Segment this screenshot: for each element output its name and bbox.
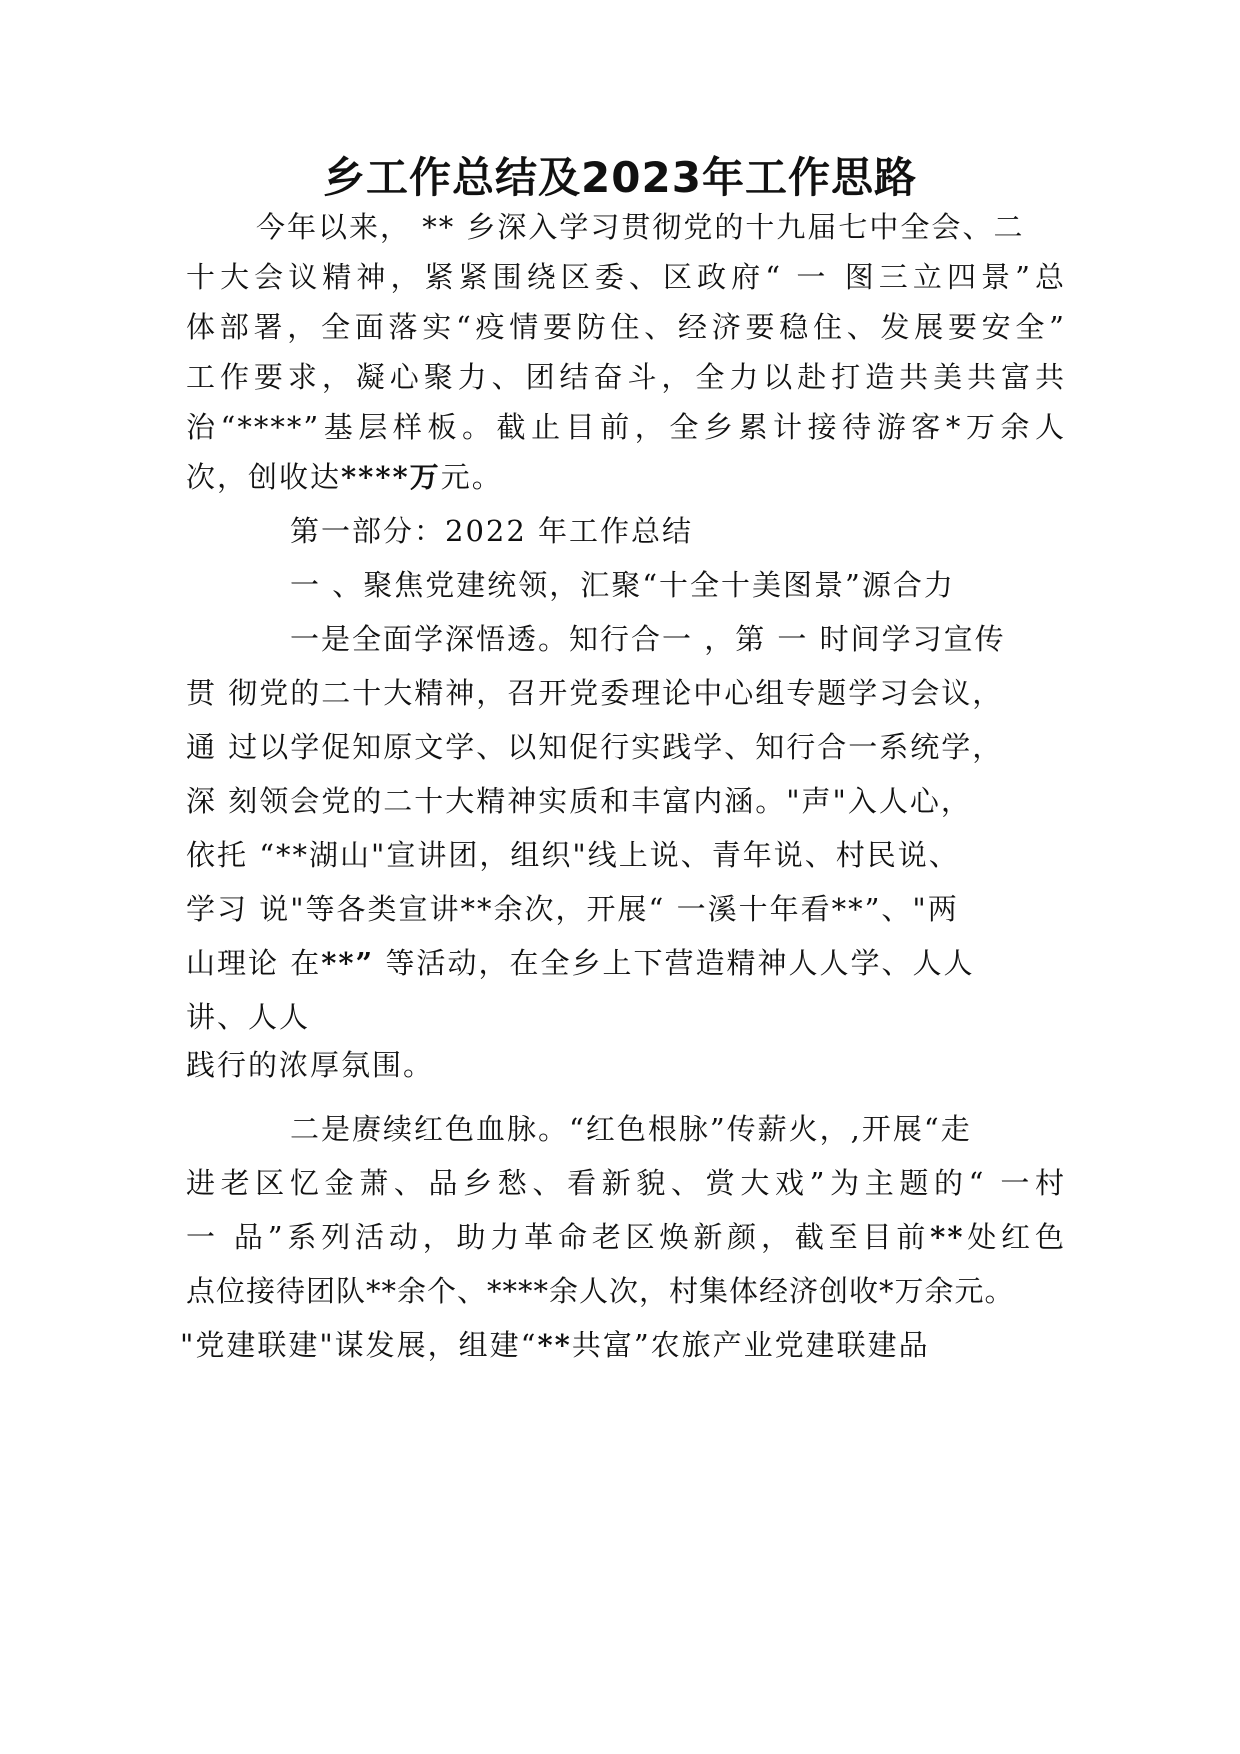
part-heading: 第一部分：2022 年工作总结 <box>290 514 694 548</box>
intro-line-3: 体部署，全面落实“疫情要防住、经济要稳住、发展要安全” <box>186 310 1066 344</box>
para-2-line-1: 二是赓续红色血脉。“红色根脉”传薪火，,开展“走 <box>290 1112 972 1146</box>
para-1-line-5: 依托 “**湖山"宣讲团，组织"线上说、青年说、村民说、 <box>186 838 960 872</box>
intro-line-4: 工作要求，凝心聚力、团结奋斗，全力以赴打造共美共富共 <box>186 360 1066 394</box>
para-2-line-2: 进老区忆金萧、品乡愁、看新貌、赏大戏”为主题的“ 一村 <box>186 1166 1066 1200</box>
para-2-line-5-text-b: 共富”农旅产业党建联建品 <box>571 1328 930 1362</box>
para-2-line-3-text-b: 处红色 <box>964 1220 1066 1254</box>
intro-line-6-text-a: 次，创收达 <box>186 460 342 494</box>
para-1-line-7-bold: **” <box>321 946 375 980</box>
document-title: 乡工作总结及2023年工作思路 <box>323 153 917 202</box>
intro-line-2: 十大会议精神，紧紧围绕区委、区政府“ 一 图三立四景”总 <box>186 260 1066 294</box>
intro-line-6-text-b: 元。 <box>440 460 503 494</box>
intro-line-1: 今年以来， ** 乡深入学习贯彻党的十九届七中全会、二 <box>256 210 1025 244</box>
para-2-line-3-text-a: 一 品”系列活动，助力革命老区焕新颜，截至目前 <box>186 1220 931 1254</box>
para-1-line-3: 通 过以学促知原文学、以知促行实践学、知行合一系统学， <box>186 730 1004 764</box>
para-1-line-6: 学习 说"等各类宣讲**余次，开展“ 一溪十年看**”、"两 <box>186 892 959 926</box>
para-1-line-7-text-a: 山理论 在 <box>186 946 322 980</box>
para-1-line-4: 深 刻领会党的二十大精神实质和丰富内涵。"声"入人心， <box>186 784 972 818</box>
para-1-line-7-text-b: 等活动，在全乡上下营造精神人人学、人人 <box>374 946 975 980</box>
para-1-line-8: 讲、人人 <box>186 1000 311 1034</box>
intro-line-5: 治“****”基层样板。截止目前，全乡累计接待游客*万余人 <box>186 410 1066 444</box>
para-1-line-1: 一是全面学深悟透。知行合一 ，第 一 时间学习宣传 <box>290 622 1006 656</box>
para-2-line-4: 点位接待团队**余个、****余人次，村集体经济创收*万余元。 <box>186 1274 1015 1308</box>
para-2-line-5-text-a: "党建联建"谋发展，组建“ <box>180 1328 538 1362</box>
intro-line-6-bold: ****万 <box>341 460 441 494</box>
para-1-line-2: 贯 彻党的二十大精神，召开党委理论中心组专题学习会议， <box>186 676 1004 710</box>
para-2-line-3-bold: ** <box>930 1220 965 1254</box>
para-1-line-7 <box>186 942 974 984</box>
para-2-line-5-bold: ** <box>537 1328 572 1362</box>
para-2-line-5 <box>180 1324 930 1366</box>
para-1-line-9: 践行的浓厚氛围。 <box>186 1048 435 1082</box>
intro-line-6 <box>186 456 503 498</box>
para-2-line-3 <box>186 1216 1066 1258</box>
section-1-heading: 一 、聚焦党建统领，汇聚“十全十美图景”源合力 <box>290 568 955 602</box>
